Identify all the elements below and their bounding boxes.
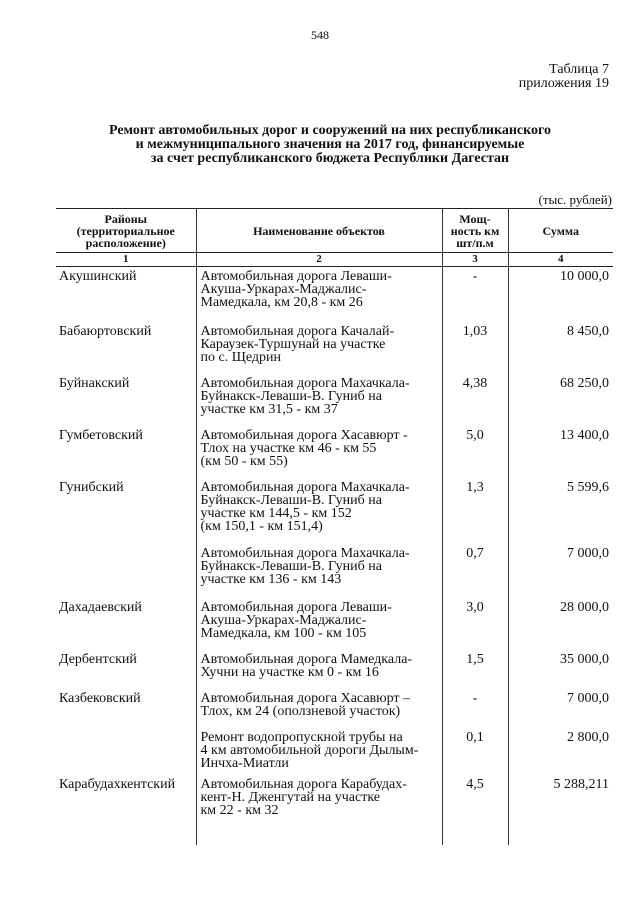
object-line: Автомобильная дорога Хасавюрт –	[200, 690, 411, 706]
object-line: Автомобильная дорога Карабудах-	[200, 776, 407, 792]
table-row	[56, 598, 613, 650]
table-row	[56, 478, 613, 544]
object-line: участке км 144,5 - км 152	[200, 505, 352, 521]
object-line: Инчха-Миатли	[200, 755, 289, 771]
object-line: Автомобильная дорога Мамедкала-	[200, 651, 413, 667]
table-label-line1: Таблица 7	[549, 62, 609, 77]
sum-cell: 7 000,0	[508, 689, 613, 728]
object-cell	[196, 426, 442, 478]
table-row	[56, 775, 613, 845]
object-line: 4 км автомобильной дороги Дылым-	[200, 742, 419, 758]
table-row	[56, 689, 613, 728]
table-row	[56, 544, 613, 598]
header-capacity: Мощ- ность км шт/п.м	[442, 209, 508, 253]
district-cell: Акушинский	[59, 269, 137, 284]
column-number: 1	[56, 253, 196, 267]
district-cell: Гунибский	[59, 479, 124, 495]
sum-cell: 10 000,0	[508, 267, 613, 322]
object-line: участке км 31,5 - км 37	[200, 401, 338, 417]
object-cell	[196, 650, 442, 689]
column-number-row	[56, 253, 613, 267]
object-line: Акуша-Уркарах-Маджалис-	[200, 282, 367, 297]
sum-cell: 7 000,0	[508, 544, 613, 598]
column-number: 4	[508, 253, 613, 267]
capacity-cell: 5,0	[442, 426, 508, 478]
table-row	[56, 267, 613, 322]
table-row	[56, 650, 613, 689]
header-row	[56, 209, 613, 253]
object-line: Автомобильная дорога Хасавюрт -	[200, 427, 408, 443]
object-line: Автомобильная дорога Леваши-	[200, 269, 392, 284]
sum-cell: 5 288,211	[508, 775, 613, 845]
header-object: Наименование объектов	[196, 209, 442, 253]
object-line: Автомобильная дорога Махачкала-	[200, 375, 410, 391]
object-cell	[196, 689, 442, 728]
table-row	[56, 322, 613, 374]
header-district: Районы (территориальное расположение)	[56, 209, 196, 253]
object-line: Буйнакск-Леваши-В. Гуниб на	[200, 492, 382, 508]
object-line: Автомобильная дорога Махачкала-	[200, 545, 410, 561]
district-cell	[56, 544, 196, 598]
object-line: Автомобильная дорога Махачкала-	[200, 479, 410, 495]
capacity-cell: 0,1	[442, 728, 508, 775]
table-row	[56, 374, 613, 426]
roads-table	[56, 208, 613, 845]
object-line: Караузек-Туршунай на участке	[200, 336, 386, 352]
title-line3: за счет республиканского бюджета Республики Дагестан	[150, 151, 510, 166]
units-note: (тыс. рублей)	[538, 192, 612, 207]
object-line: кент-Н. Дженгутай на участке	[200, 789, 380, 805]
object-cell	[196, 728, 442, 775]
column-number: 2	[196, 253, 442, 267]
sum-cell: 13 400,0	[508, 426, 613, 478]
district-cell: Бабаюртовский	[59, 323, 152, 339]
object-cell	[196, 267, 442, 322]
title-line2: и межмуниципального значения на 2017 год, финансируемые	[135, 137, 525, 152]
table-row	[56, 728, 613, 775]
object-cell	[196, 374, 442, 426]
object-line: (км 150,1 - км 151,4)	[200, 518, 323, 534]
column-number: 3	[442, 253, 508, 267]
district-cell: Гумбетовский	[59, 427, 143, 443]
object-cell	[196, 598, 442, 650]
capacity-cell: 4,38	[442, 374, 508, 426]
object-cell	[196, 544, 442, 598]
object-line: по с. Щедрин	[200, 349, 281, 365]
page-number: 548	[311, 28, 329, 42]
table-label-line2: приложения 19	[518, 76, 609, 91]
object-line: Акуша-Уркарах-Маджалис-	[200, 612, 367, 628]
sum-cell: 2 800,0	[508, 728, 613, 775]
sum-cell: 35 000,0	[508, 650, 613, 689]
sum-cell: 28 000,0	[508, 598, 613, 650]
district-cell: Дербентский	[59, 651, 137, 667]
district-cell: Карабудахкентский	[59, 776, 176, 792]
object-line: Ремонт водопропускной трубы на	[200, 729, 403, 745]
capacity-cell: 1,5	[442, 650, 508, 689]
object-line: км 22 - км 32	[200, 802, 279, 818]
object-cell	[196, 322, 442, 374]
title-line1: Ремонт автомобильных дорог и сооружений на них республиканского	[108, 123, 552, 138]
capacity-cell: 0,7	[442, 544, 508, 598]
district-cell: Буйнакский	[59, 375, 130, 391]
object-line: Хучни на участке км 0 - км 16	[200, 664, 379, 680]
document-title	[60, 124, 600, 166]
capacity-cell: -	[442, 689, 508, 728]
object-line: участке км 136 - км 143	[200, 571, 342, 587]
object-line: Автомобильная дорога Леваши-	[200, 599, 392, 615]
table-label	[519, 63, 609, 91]
capacity-cell: 1,03	[442, 322, 508, 374]
object-line: Тлох, км 24 (оползневой участок)	[200, 703, 401, 719]
object-cell	[196, 478, 442, 544]
object-line: Мамедкала, км 100 - км 105	[200, 625, 367, 641]
capacity-cell: 4,5	[442, 775, 508, 845]
object-line: Мамедкала, км 20,8 - км 26	[200, 295, 363, 310]
table-row	[56, 426, 613, 478]
object-line: (км 50 - км 55)	[200, 453, 288, 469]
object-line: Тлох на участке км 46 - км 55	[200, 440, 377, 456]
district-cell: Дахадаевский	[59, 599, 142, 615]
sum-cell: 5 599,6	[508, 478, 613, 544]
district-cell	[56, 728, 196, 775]
sum-cell: 8 450,0	[508, 322, 613, 374]
capacity-cell: -	[442, 267, 508, 322]
district-cell: Казбековский	[59, 690, 141, 706]
capacity-cell: 1,3	[442, 478, 508, 544]
object-line: Буйнакск-Леваши-В. Гуниб на	[200, 558, 382, 574]
object-line: Автомобильная дорога Качалай-	[200, 323, 395, 339]
object-line: Буйнакск-Леваши-В. Гуниб на	[200, 388, 382, 404]
sum-cell: 68 250,0	[508, 374, 613, 426]
capacity-cell: 3,0	[442, 598, 508, 650]
object-cell	[196, 775, 442, 845]
header-sum: Сумма	[508, 209, 613, 253]
